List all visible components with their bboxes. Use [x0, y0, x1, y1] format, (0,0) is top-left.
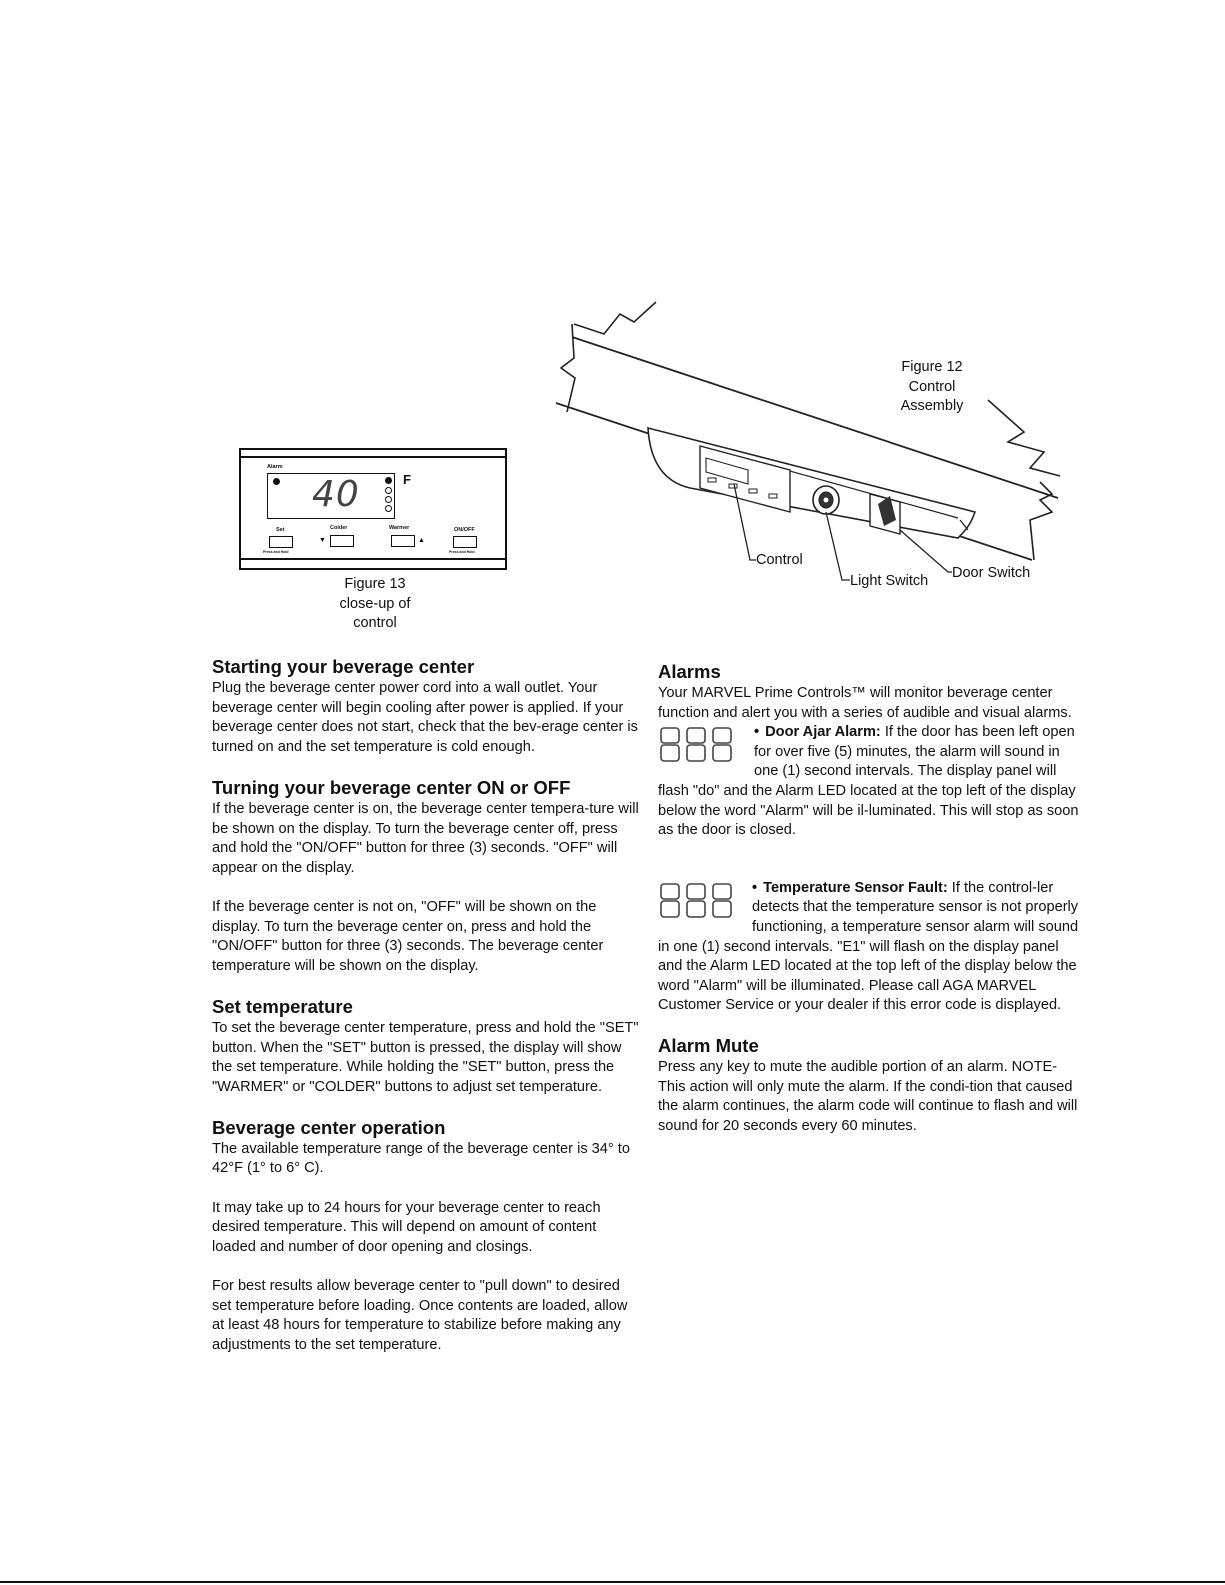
onoff-button-label: ON/OFF — [454, 527, 475, 533]
warmer-button[interactable] — [391, 535, 415, 547]
heading-on-off: Turning your beverage center ON or OFF — [212, 776, 571, 798]
figure-12-drawing — [540, 290, 1080, 600]
door-ajar-text: If the door has been left open for over five (5) minutes, the alarm will sound in one (1) second intervals. The display panel will flash "do" and the Alarm LED located at the top left of the display below the word "Alarm" will be il-luminated. This will stop as soon as the door is closed. — [658, 724, 1079, 839]
paragraph-on-off-1: If the beverage center is on, the beverage center tempera-ture will be shown on the display. To turn the beverage center off, press and hold the "ON/OFF" button for three (3) seconds. "OFF" will appear on the display. — [212, 800, 639, 876]
figure-13-caption-line-1: Figure 13 — [344, 576, 406, 592]
section-alarm-mute — [658, 1035, 1084, 1136]
right-column — [658, 661, 1084, 1156]
figure-13-caption — [320, 575, 430, 634]
warmer-button-label: Warmer — [389, 525, 410, 531]
set-button-label: Set — [276, 527, 285, 533]
figure-12-caption-line-1: Figure 12 — [901, 359, 963, 375]
section-alarms — [658, 661, 1084, 1016]
figure-12-caption-line-3: Assembly — [900, 398, 964, 414]
door-ajar-bullet: • — [754, 724, 760, 741]
paragraph-operation-3: For best results allow beverage center to "pull down" to desired set temperature before loading. Once contents are loaded, allow at least 48 hours for temperature to stabilize before making any adjustments to the set temperature. — [212, 1278, 628, 1353]
label-door-switch: Door Switch — [952, 565, 1031, 581]
figure-13-panel — [239, 448, 507, 570]
figure-13-caption-line-2: close-up of — [339, 595, 411, 612]
section-operation — [212, 1117, 640, 1356]
onoff-button-sublabel: Press and Hold — [449, 550, 475, 554]
paragraph-on-off-2: If the beverage center is not on, "OFF" will be shown on the display. To turn the beverage center on, press and hold the "ON/OFF" button for three (3) seconds. The beverage center temperature will be shown on the display. — [212, 898, 604, 974]
paragraph-alarms-intro: Your MARVEL Prime Controls™ will monitor beverage center function and alert you with a series of audible and visual alarms. — [658, 685, 1072, 721]
set-button[interactable] — [269, 536, 293, 548]
paragraph-operation-2: It may take up to 24 hours for your beverage center to reach desired temperature. This will depend on amount of content loaded and number of door opening and closings. — [212, 1199, 601, 1255]
figure-13-caption-line-3: control — [353, 615, 397, 631]
display-window — [267, 473, 395, 519]
section-starting — [212, 656, 640, 757]
unit-label: F — [403, 472, 411, 487]
figure-12-caption — [886, 358, 978, 417]
alarm-item-sensor-fault — [658, 879, 1084, 1016]
sensor-fault-bullet: • — [752, 879, 758, 896]
paragraph-set-temperature: To set the beverage center temperature, press and hold the "SET" button. When the "SET" button is pressed, the display will show the set temperature. While holding the "SET" button, press the "WARMER" or "COLDER" buttons to adjust set temperature. — [212, 1019, 639, 1095]
colder-button[interactable] — [330, 535, 354, 547]
label-light-switch: Light Switch — [850, 573, 929, 589]
heading-set-temperature: Set temperature — [212, 995, 353, 1017]
paragraph-alarm-mute: Press any key to mute the audible portion of an alarm. NOTE-This action will only mute the alarm. If the condi-tion that caused the alarm continues, the alarm code will continue to flash and will sound for 20 seconds every 60 minutes. — [658, 1058, 1078, 1134]
indicator-led-4 — [385, 505, 392, 512]
page-bottom-rule — [0, 1581, 1225, 1583]
section-on-off — [212, 777, 640, 976]
display-value: 40 — [312, 474, 360, 515]
alarm-led — [273, 478, 280, 485]
panel-bottom-rule — [241, 558, 505, 560]
segment-display-icon — [658, 881, 736, 921]
warmer-arrow-icon: ▲ — [418, 537, 425, 544]
label-control: Control — [756, 552, 803, 568]
left-column — [212, 656, 640, 1375]
sensor-fault-text: If the control-ler detects that the temperature sensor is not properly functioning, a temperature sensor alarm will sound in one (1) second intervals. "E1" will flash on the display panel and the Alarm LED located at the top left of the display below the word "Alarm" will be illuminated. Please call AGA MARVEL Customer Service or your dealer if this error code is displayed. — [658, 879, 1079, 1014]
heading-alarms: Alarms — [658, 661, 721, 682]
paragraph-starting: Plug the beverage center power cord into a wall outlet. Your beverage center will begin cooling after power is applied. If your beverage center does not start, check that the bev-erage center is turned on and the set temperature is cold enough. — [212, 680, 638, 755]
set-button-sublabel: Press and Hold — [263, 550, 289, 554]
door-ajar-title: Door Ajar Alarm: — [765, 724, 881, 741]
alarm-label: Alarm — [267, 464, 283, 470]
segment-display-icon — [658, 725, 736, 765]
section-set-temperature — [212, 996, 640, 1097]
alarm-item-door-ajar — [658, 723, 1084, 841]
panel-top-rule — [241, 456, 505, 458]
sensor-fault-title: Temperature Sensor Fault: — [763, 879, 948, 896]
indicator-led-2 — [385, 487, 392, 494]
heading-operation: Beverage center operation — [212, 1116, 446, 1138]
heading-alarm-mute: Alarm Mute — [658, 1034, 759, 1056]
figure-12-caption-line-2: Control — [908, 378, 956, 395]
colder-arrow-icon: ▼ — [319, 537, 326, 544]
paragraph-operation-1: The available temperature range of the beverage center is 34° to 42°F (1° to 6° C). — [212, 1140, 630, 1177]
colder-button-label: Colder — [330, 525, 348, 531]
indicator-led-3 — [385, 496, 392, 503]
heading-starting: Starting your beverage center — [212, 656, 475, 677]
onoff-button[interactable] — [453, 536, 477, 548]
indicator-led-1 — [385, 477, 392, 484]
